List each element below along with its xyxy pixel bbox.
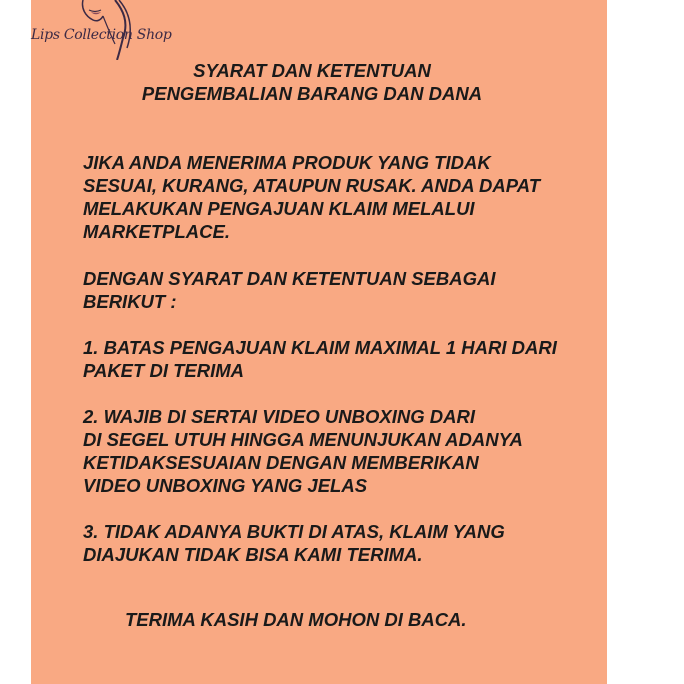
rule-3: [83, 520, 505, 566]
text-line: 1. BATAS PENGAJUAN KLAIM MAXIMAL 1 HARI DARI: [83, 337, 557, 358]
text-line: BERIKUT :: [83, 291, 177, 312]
text-line: KETIDAKSESUAIAN DENGAN MEMBERIKAN: [83, 452, 479, 473]
text-line: PAKET DI TERIMA: [83, 360, 245, 381]
text-line: MARKETPLACE.: [83, 221, 230, 242]
rule-1: [83, 336, 557, 382]
text-line: 2. WAJIB DI SERTAI VIDEO UNBOXING DARI: [83, 406, 475, 427]
title-line: SYARAT DAN KETENTUAN: [193, 60, 431, 81]
text-line: VIDEO UNBOXING YANG JELAS: [83, 475, 368, 496]
rule-2: [83, 405, 523, 497]
text-line: 3. TIDAK ADANYA BUKTI DI ATAS, KLAIM YANG: [83, 521, 505, 542]
text-line: SESUAI, KURANG, ATAUPUN RUSAK. ANDA DAPAT: [83, 175, 541, 196]
closing-note: TERIMA KASIH DAN MOHON DI BACA.: [125, 609, 467, 630]
text-line: MELAKUKAN PENGAJUAN KLAIM MELALUI: [83, 198, 475, 219]
terms-page: [31, 0, 607, 684]
conditions-intro-paragraph: [83, 267, 496, 313]
intro-paragraph: [83, 151, 540, 243]
text-line: DENGAN SYARAT DAN KETENTUAN SEBAGAI: [83, 268, 496, 289]
text-line: DIAJUKAN TIDAK BISA KAMI TERIMA.: [83, 544, 423, 565]
page-title: [132, 59, 492, 105]
title-line: PENGEMBALIAN BARANG DAN DANA: [141, 83, 483, 104]
brand-logo: [31, 0, 171, 60]
text-line: JIKA ANDA MENERIMA PRODUK YANG TIDAK: [83, 152, 491, 173]
text-line: DI SEGEL UTUH HINGGA MENUNJUKAN ADANYA: [83, 429, 523, 450]
brand-logo-text: Lips Collection Shop: [31, 27, 172, 43]
